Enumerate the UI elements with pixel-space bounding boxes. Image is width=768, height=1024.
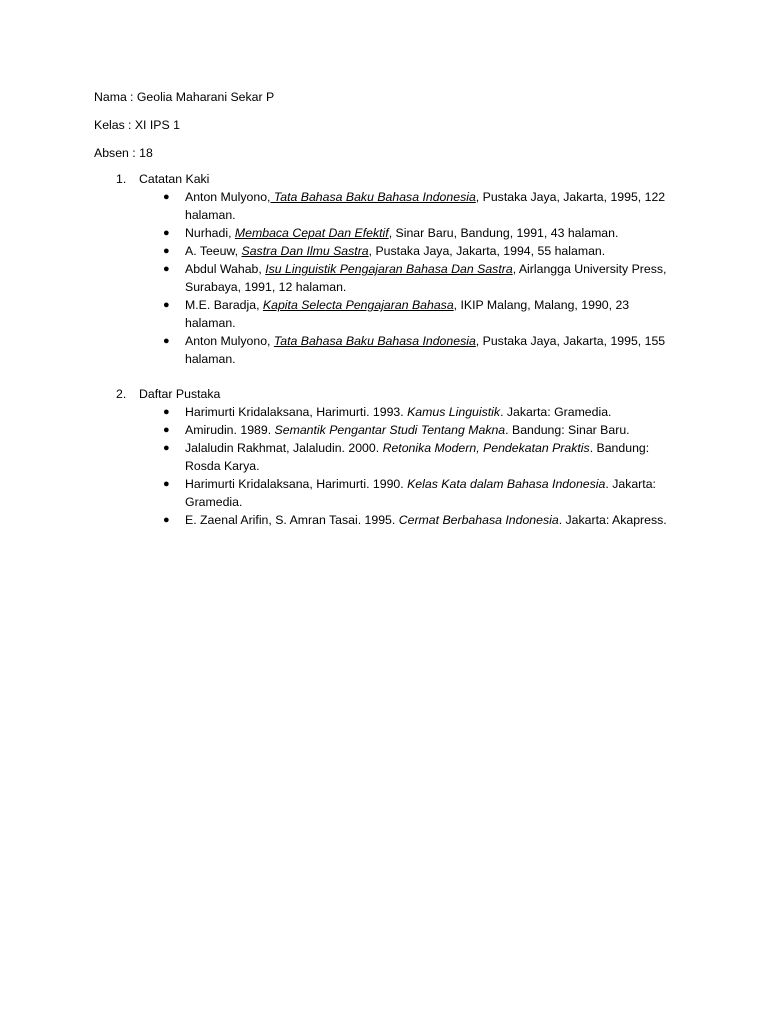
nama-label: Nama <box>94 90 127 104</box>
daftar-pustaka-heading <box>94 385 768 403</box>
reference-author: Anton Mulyono, <box>185 334 274 348</box>
reference-title: Kapita Selecta Pengajaran Bahasa <box>262 298 454 312</box>
bullet-icon: ● <box>163 245 170 257</box>
bullet-icon: ● <box>163 191 170 203</box>
reference-details: , Airlangga University Press, Surabaya, 1991, 12 halaman. <box>185 262 667 294</box>
reference-title: Kelas Kata dalam Bahasa Indonesia <box>407 477 606 491</box>
reference-author: Nurhadi, <box>185 226 235 240</box>
bullet-icon: ● <box>163 335 170 347</box>
reference-title: Tata Bahasa Baku Bahasa Indonesia <box>273 334 476 348</box>
catatan-kaki-section <box>94 170 768 368</box>
reference-title: Isu Linguistik Pengajaran Bahasa Dan Sastra <box>265 262 513 276</box>
reference-details: . Bandung: Sinar Baru. <box>505 423 630 437</box>
bibliography-item <box>163 511 675 529</box>
bibliography-item <box>163 403 675 421</box>
reference-details: . Jakarta: Gramedia. <box>185 477 656 509</box>
footnote-item <box>163 296 675 332</box>
reference-title: Retonika Modern, Pendekatan Praktis <box>382 441 590 455</box>
student-info <box>94 88 768 162</box>
section-title: Catatan Kaki <box>139 172 210 186</box>
reference-author: A. Teeuw, <box>185 244 242 258</box>
footnote-item <box>163 188 675 224</box>
reference-details: , Sinar Baru, Bandung, 1991, 43 halaman. <box>388 226 619 240</box>
reference-details: , Pustaka Jaya, Jakarta, 1995, 122 halaman. <box>185 190 666 222</box>
reference-details: , Pustaka Jaya, Jakarta, 1995, 155 halaman. <box>185 334 666 366</box>
bullet-icon: ● <box>163 514 170 526</box>
kelas-label: Kelas <box>94 118 125 132</box>
footnote-item <box>163 242 675 260</box>
bullet-icon: ● <box>163 478 170 490</box>
bullet-icon: ● <box>163 263 170 275</box>
kelas-line <box>94 116 768 134</box>
reference-title: Sastra Dan Ilmu Sastra <box>241 244 369 258</box>
footnote-item <box>163 260 675 296</box>
footnote-item <box>163 224 675 242</box>
reference-author: Abdul Wahab, <box>185 262 266 276</box>
bullet-icon: ● <box>163 424 170 436</box>
reference-author: Amirudin. 1989. <box>185 423 275 437</box>
reference-details: , IKIP Malang, Malang, 1990, 23 halaman. <box>185 298 630 330</box>
absen-line: Absen : 18 <box>94 146 153 160</box>
bullet-icon: ● <box>163 406 170 418</box>
reference-details: . Jakarta: Akapress. <box>558 513 667 527</box>
reference-author: M.E. Baradja, <box>185 298 263 312</box>
bibliography-item <box>163 475 675 511</box>
bullet-icon: ● <box>163 227 170 239</box>
nama-line <box>94 88 768 106</box>
bullet-icon: ● <box>163 299 170 311</box>
daftar-pustaka-section <box>94 385 768 529</box>
reference-author: Anton Mulyono, <box>185 190 271 204</box>
reference-author: Jalaludin Rakhmat, Jalaludin. 2000. <box>185 441 383 455</box>
reference-title: Cermat Berbahasa Indonesia <box>398 513 559 527</box>
footnote-list <box>94 188 675 368</box>
kelas-value: : XI IPS 1 <box>128 118 180 132</box>
reference-author: E. Zaenal Arifin, S. Amran Tasai. 1995. <box>185 513 399 527</box>
reference-title: Kamus Linguistik <box>407 405 501 419</box>
bibliography-item <box>163 439 675 475</box>
section-number: 2. <box>116 387 127 401</box>
section-number: 1. <box>116 172 127 186</box>
reference-author: Harimurti Kridalaksana, Harimurti. 1993. <box>185 405 408 419</box>
reference-author: Harimurti Kridalaksana, Harimurti. 1990. <box>185 477 408 491</box>
reference-title: Semantik Pengantar Studi Tentang Makna <box>274 423 506 437</box>
reference-title: Tata Bahasa Baku Bahasa Indonesia <box>270 190 476 204</box>
reference-details: . Bandung: Rosda Karya. <box>185 441 650 473</box>
bibliography-list <box>94 403 675 529</box>
bibliography-item <box>163 421 675 439</box>
catatan-kaki-heading <box>94 170 768 188</box>
footnote-item <box>163 332 675 368</box>
nama-value: : Geolia Maharani Sekar P <box>130 90 275 104</box>
reference-title: Membaca Cepat Dan Efektif <box>234 226 389 240</box>
bullet-icon: ● <box>163 442 170 454</box>
reference-details: , Pustaka Jaya, Jakarta, 1994, 55 halaman. <box>368 244 606 258</box>
reference-details: . Jakarta: Gramedia. <box>500 405 612 419</box>
section-title: Daftar Pustaka <box>139 387 221 401</box>
